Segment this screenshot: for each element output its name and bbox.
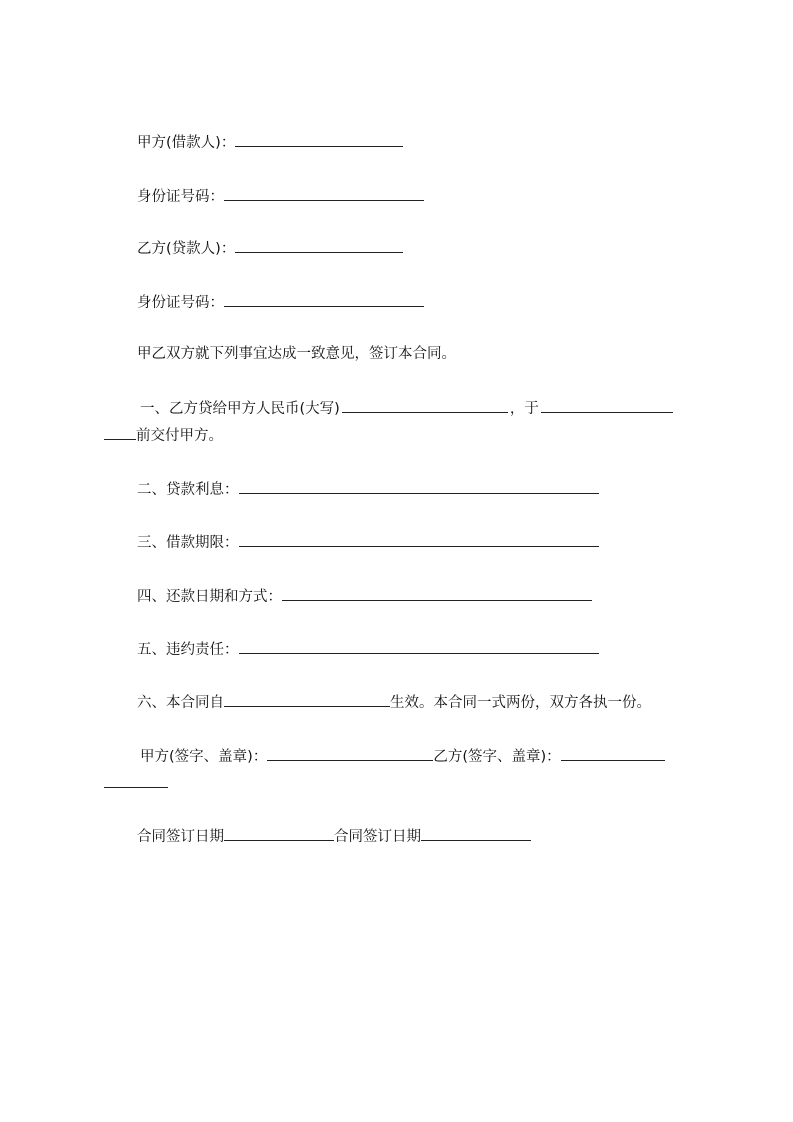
party-b-id-row — [137, 291, 424, 313]
party-b-id-label: 身份证号码： — [137, 295, 224, 311]
clause-2-label: 二、贷款利息： — [137, 482, 239, 498]
clause-1-prefix: 一、乙方贷给甲方人民币(大写) — [140, 401, 340, 417]
clause-6-prefix: 六、本合同自 — [137, 695, 224, 711]
signature-party-b-blank-cont[interactable] — [104, 772, 168, 788]
signature-party-b-blank[interactable] — [561, 745, 665, 761]
date-b-blank[interactable] — [421, 825, 531, 841]
party-b-id-blank[interactable] — [224, 291, 424, 307]
clause-5-label: 五、违约责任： — [137, 642, 239, 658]
signature-party-a-label: 甲方(签字、盖章)： — [140, 749, 268, 765]
party-b-lender-label: 乙方(贷款人)： — [137, 241, 236, 257]
clause-2-blank[interactable] — [239, 478, 599, 494]
party-a-borrower-label: 甲方(借款人)： — [137, 135, 236, 151]
party-a-borrower-row — [137, 131, 403, 153]
date-a-blank[interactable] — [224, 825, 334, 841]
clause-1-amount-blank[interactable] — [342, 397, 508, 413]
party-a-id-row — [137, 185, 424, 207]
clause-1-row — [140, 397, 675, 419]
clause-4-label: 四、还款日期和方式： — [137, 589, 282, 605]
party-a-id-blank[interactable] — [224, 185, 424, 201]
party-a-id-label: 身份证号码： — [137, 189, 224, 205]
clause-1-continuation — [104, 424, 223, 446]
dates-row — [137, 825, 531, 847]
clause-2-row — [137, 478, 599, 500]
clause-1-date-blank[interactable] — [541, 397, 673, 413]
party-a-borrower-blank[interactable] — [235, 131, 403, 147]
party-b-lender-blank[interactable] — [235, 237, 403, 253]
intro-paragraph: 甲乙双方就下列事宜达成一致意见，签订本合同。 — [137, 346, 456, 362]
clause-3-row — [137, 531, 599, 553]
clause-4-row — [137, 585, 592, 607]
clause-5-row — [137, 638, 599, 660]
clause-6-row — [137, 691, 651, 713]
clause-4-blank[interactable] — [282, 585, 592, 601]
signature-party-b-label: 乙方(签字、盖章)： — [433, 749, 561, 765]
date-b-label: 合同签订日期 — [334, 829, 421, 845]
clause-1-suffix: 前交付甲方。 — [136, 428, 223, 444]
clause-3-label: 三、借款期限： — [137, 535, 239, 551]
clause-1-middle: ，于 — [509, 401, 539, 417]
clause-5-blank[interactable] — [239, 638, 599, 654]
date-a-label: 合同签订日期 — [137, 829, 224, 845]
signatures-row — [140, 745, 665, 767]
signatures-continuation — [104, 772, 168, 794]
signature-party-a-blank[interactable] — [267, 745, 433, 761]
party-b-lender-row — [137, 237, 403, 259]
clause-6-suffix: 生效。本合同一式两份，双方各执一份。 — [390, 695, 651, 711]
clause-1-date-blank-cont[interactable] — [104, 424, 136, 440]
clause-3-blank[interactable] — [239, 531, 599, 547]
clause-6-effective-blank[interactable] — [224, 691, 390, 707]
